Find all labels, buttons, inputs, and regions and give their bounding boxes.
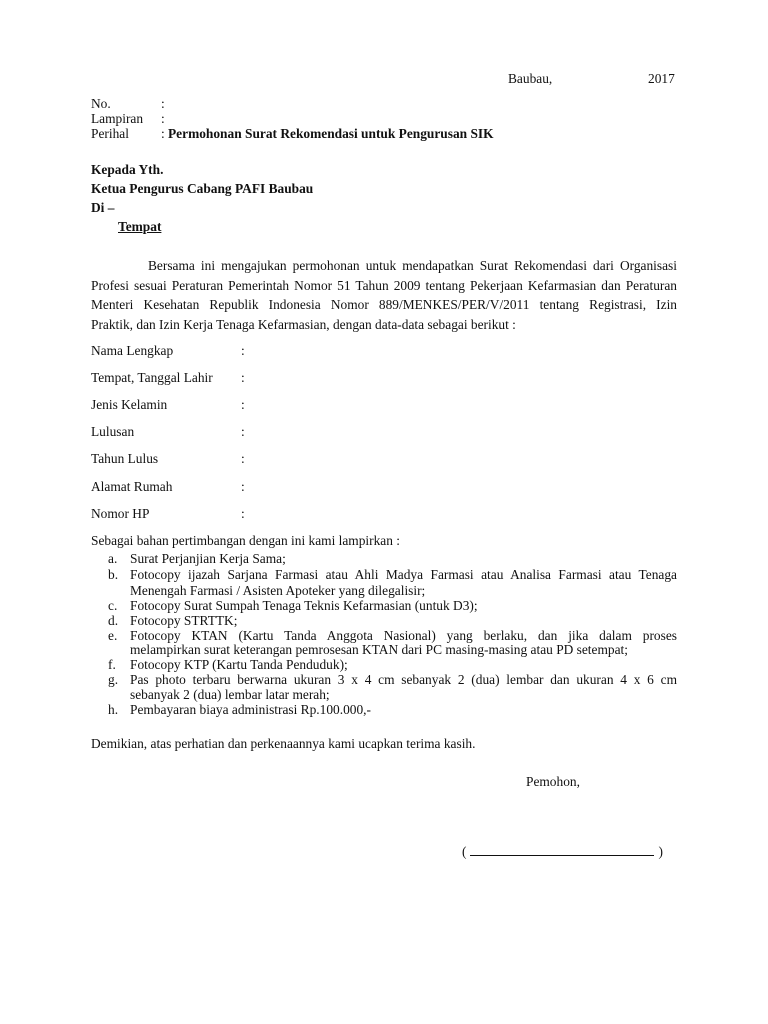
intro-line-1: Bersama ini mengajukan permohonan untuk mendapatkan Surat Rekomendasi dari Organisasi bbox=[148, 258, 677, 273]
attachment-marker: c. bbox=[108, 598, 118, 613]
field-label-tahun-lulus: Tahun Lulus bbox=[91, 451, 159, 466]
attachment-item: Pas photo terbaru berwarna ukuran 3 x 4 cm sebanyak 2 (dua) lembar dan ukuran 4 x 6 cm bbox=[130, 672, 677, 687]
field-label-nomor-hp: Nomor HP bbox=[91, 506, 150, 521]
field-colon-nomor-hp: : bbox=[241, 506, 245, 521]
field-colon-alamat: : bbox=[241, 479, 245, 494]
attachment-item-continued: sebanyak 2 (dua) lembar latar merah; bbox=[130, 687, 330, 702]
attachment-item: Pembayaran biaya administrasi Rp.100.000,- bbox=[130, 702, 371, 717]
signature-blank bbox=[470, 843, 654, 856]
intro-line-2: Profesi sesuai Peraturan Pemerintah Nomor 51 Tahun 2009 tentang Pekerjaan Kefarmasian dan Peraturan bbox=[91, 278, 677, 293]
attachments-intro: Sebagai bahan pertimbangan dengan ini kami lampirkan : bbox=[91, 533, 401, 548]
attachment-item: Fotocopy KTP (Kartu Tanda Penduduk); bbox=[130, 657, 348, 672]
no-label: No. bbox=[91, 96, 111, 111]
attachment-marker: d. bbox=[108, 613, 119, 628]
recipient-place: Tempat bbox=[118, 219, 162, 234]
attachment-item: Fotocopy KTAN (Kartu Tanda Anggota Nasional) yang berlaku, dan jika dalam proses bbox=[130, 628, 677, 643]
field-colon-lulusan: : bbox=[241, 424, 245, 439]
no-colon: : bbox=[161, 96, 165, 111]
lampiran-colon: : bbox=[161, 111, 165, 126]
attachment-marker: h. bbox=[108, 702, 119, 717]
attachment-marker: e. bbox=[108, 628, 118, 643]
perihal-label: Perihal bbox=[91, 126, 129, 141]
attachment-item-continued: Menengah Farmasi / Asisten Apoteker yang dilegalisir; bbox=[130, 583, 426, 598]
perihal-value: Permohonan Surat Rekomendasi untuk Pengurusan SIK bbox=[168, 126, 494, 141]
field-label-ttl: Tempat, Tanggal Lahir bbox=[91, 370, 213, 385]
attachment-item-continued: melampirkan surat keterangan pemrosesan KTAN dari PC masing-masing atau PD setempat; bbox=[130, 642, 628, 657]
attachment-item: Fotocopy Surat Sumpah Tenaga Teknis Kefarmasian (untuk D3); bbox=[130, 598, 478, 613]
recipient-name: Ketua Pengurus Cabang PAFI Baubau bbox=[91, 181, 314, 196]
recipient-greeting: Kepada Yth. bbox=[91, 162, 164, 177]
perihal-colon: : bbox=[161, 126, 165, 141]
field-label-nama: Nama Lengkap bbox=[91, 343, 174, 358]
signature-close-paren: ) bbox=[658, 844, 663, 859]
intro-line-3: Menteri Kesehatan Republik Indonesia Nomor 889/MENKES/PER/V/2011 tentang Registrasi, Izin bbox=[91, 297, 677, 312]
lampiran-label: Lampiran bbox=[91, 111, 144, 126]
field-colon-tahun-lulus: : bbox=[241, 451, 245, 466]
closing-sentence: Demikian, atas perhatian dan perkenaannya kami ucapkan terima kasih. bbox=[91, 736, 476, 751]
attachment-marker: b. bbox=[108, 567, 119, 582]
recipient-di: Di – bbox=[91, 200, 115, 215]
intro-line-4: Praktik, dan Izin Kerja Tenaga Kefarmasian, dengan data-data sebagai berikut : bbox=[91, 317, 516, 332]
attachment-item: Fotocopy STRTTK; bbox=[130, 613, 238, 628]
signature-title: Pemohon, bbox=[526, 774, 580, 789]
field-label-alamat: Alamat Rumah bbox=[91, 479, 173, 494]
attachment-marker: f. bbox=[108, 657, 116, 672]
attachment-marker: g. bbox=[108, 672, 119, 687]
signature-open-paren: ( bbox=[462, 844, 467, 859]
letter-city: Baubau, bbox=[508, 71, 553, 86]
field-colon-ttl: : bbox=[241, 370, 245, 385]
attachment-item: Fotocopy ijazah Sarjana Farmasi atau Ahli Madya Farmasi atau Analisa Farmasi atau Tenaga bbox=[130, 567, 677, 582]
field-colon-nama: : bbox=[241, 343, 245, 358]
attachment-marker: a. bbox=[108, 551, 118, 566]
field-label-lulusan: Lulusan bbox=[91, 424, 135, 439]
letter-year: 2017 bbox=[648, 71, 675, 86]
field-colon-jenis-kelamin: : bbox=[241, 397, 245, 412]
attachment-item: Surat Perjanjian Kerja Sama; bbox=[130, 551, 286, 566]
field-label-jenis-kelamin: Jenis Kelamin bbox=[91, 397, 168, 412]
signature-line bbox=[462, 843, 663, 860]
